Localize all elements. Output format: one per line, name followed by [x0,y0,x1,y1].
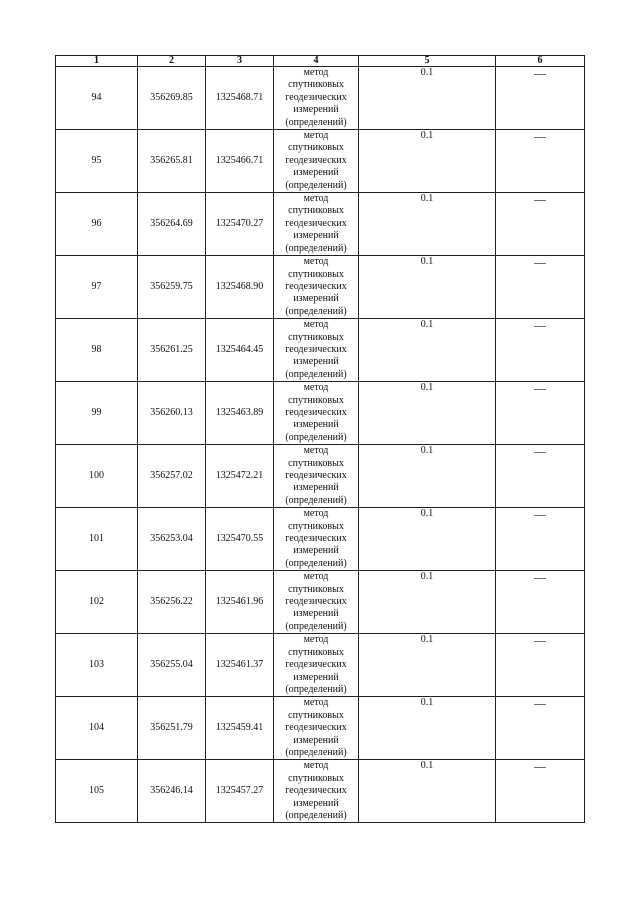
method-line: измерений [293,104,339,116]
method-line: метод [303,382,329,394]
accuracy-value: 0.1 [420,319,434,331]
x-coordinate: 356256.22 [150,596,193,608]
description-value: — [534,129,546,144]
accuracy-cell [359,508,496,571]
description-cell [496,634,585,697]
point-number: 101 [89,533,104,545]
point-number: 102 [89,596,104,608]
column-header: 3 [206,56,274,67]
description-cell [496,445,585,508]
method-line: (определений) [285,683,347,695]
point-number-cell [56,760,138,823]
method-line: измерений [293,356,339,368]
method-line: спутниковых [288,457,344,469]
method-line: измерений [293,230,339,242]
method-line: (определений) [285,242,347,254]
x-coordinate-cell [138,319,206,382]
y-coordinate: 1325466.71 [215,154,264,166]
description-cell [496,67,585,130]
point-number: 96 [91,217,102,229]
method-line: геодезических [285,217,347,229]
y-coordinate-cell [206,130,274,193]
method-line: спутниковых [288,583,344,595]
method-line: (определений) [285,431,347,443]
accuracy-value: 0.1 [420,571,434,583]
accuracy-value: 0.1 [420,760,434,772]
x-coordinate: 356257.02 [150,470,193,481]
header-row [56,56,585,67]
method-line: спутниковых [288,268,344,280]
x-coordinate-cell [138,508,206,571]
point-number-cell [56,193,138,256]
y-coordinate: 1325470.55 [215,533,264,545]
description-cell [496,256,585,319]
x-coordinate-cell [138,256,206,319]
method-line: спутниковых [288,520,344,532]
method-line: измерений [293,167,339,179]
description-value: — [534,318,546,333]
point-number: 98 [91,343,102,355]
description-cell [496,571,585,634]
table-row [56,445,585,508]
y-coordinate-cell [206,571,274,634]
x-coordinate: 356255.04 [150,659,193,671]
method-line: метод [303,508,329,520]
accuracy-value: 0.1 [420,697,434,709]
description-value: — [534,633,546,648]
accuracy-cell [359,760,496,823]
method-line: геодезических [285,343,347,355]
method-line: геодезических [285,470,347,481]
table-row [56,382,585,445]
table-body [56,67,585,823]
method-line: спутниковых [288,331,344,343]
y-coordinate-cell [206,445,274,508]
method-cell [274,571,359,634]
method-line: измерений [293,797,339,809]
x-coordinate: 356264.69 [150,217,193,229]
description-cell [496,382,585,445]
accuracy-cell [359,382,496,445]
point-number-cell [56,130,138,193]
x-coordinate: 356261.25 [150,343,193,355]
method-cell [274,319,359,382]
method-line: геодезических [285,785,347,797]
y-coordinate-cell [206,760,274,823]
description-value: — [534,66,546,80]
coordinates-table [55,55,585,823]
method-line: измерений [293,608,339,620]
method-line: спутниковых [288,772,344,784]
table-row [56,67,585,130]
table-row [56,193,585,256]
y-coordinate-cell [206,193,274,256]
column-header: 1 [56,56,138,67]
method-line: метод [303,256,329,268]
point-number-cell [56,382,138,445]
description-value: — [534,570,546,585]
y-coordinate: 1325459.41 [215,722,264,734]
y-coordinate-cell [206,634,274,697]
point-number-cell [56,445,138,508]
table-row [56,760,585,823]
method-line: метод [303,634,329,646]
description-cell [496,130,585,193]
accuracy-cell [359,445,496,508]
x-coordinate: 356246.14 [150,785,193,797]
accuracy-value: 0.1 [420,634,434,646]
method-line: (определений) [285,809,347,821]
accuracy-value: 0.1 [420,67,434,78]
point-number-cell [56,67,138,130]
y-coordinate-cell [206,508,274,571]
method-line: (определений) [285,116,347,128]
y-coordinate: 1325457.27 [215,785,264,797]
point-number: 99 [91,406,102,418]
accuracy-cell [359,319,496,382]
column-header: 2 [138,56,206,67]
accuracy-value: 0.1 [420,256,434,268]
description-value: — [534,255,546,270]
point-number: 104 [89,722,104,734]
point-number-cell [56,508,138,571]
accuracy-value: 0.1 [420,445,434,457]
method-line: геодезических [285,280,347,292]
x-coordinate-cell [138,760,206,823]
method-line: геодезических [285,596,347,608]
point-number-cell [56,571,138,634]
method-cell [274,760,359,823]
method-line: метод [303,193,329,205]
method-cell [274,508,359,571]
table-row [56,319,585,382]
x-coordinate-cell [138,634,206,697]
point-number: 103 [89,659,104,671]
method-line: (определений) [285,179,347,191]
accuracy-cell [359,67,496,130]
method-line: (определений) [285,368,347,380]
x-coordinate-cell [138,697,206,760]
y-coordinate: 1325472.21 [215,470,264,481]
method-line: метод [303,445,329,457]
method-line: измерений [293,482,339,494]
method-line: метод [303,697,329,709]
method-line: геодезических [285,533,347,545]
accuracy-cell [359,697,496,760]
x-coordinate: 356265.81 [150,154,193,166]
method-line: геодезических [285,154,347,166]
method-line: (определений) [285,305,347,317]
description-cell [496,319,585,382]
method-cell [274,634,359,697]
method-line: метод [303,571,329,583]
point-number-cell [56,256,138,319]
point-number: 95 [91,154,102,166]
column-header: 6 [496,56,585,67]
point-number-cell [56,697,138,760]
column-header: 5 [359,56,496,67]
point-number-cell [56,319,138,382]
table-row [56,634,585,697]
method-line: спутниковых [288,79,344,91]
y-coordinate: 1325468.90 [215,280,264,292]
table-row [56,571,585,634]
method-line: измерений [293,734,339,746]
description-value: — [534,507,546,522]
y-coordinate: 1325468.71 [215,91,264,103]
description-value: — [534,696,546,711]
point-number: 100 [89,470,104,481]
y-coordinate: 1325464.45 [215,343,264,355]
method-line: измерений [293,419,339,431]
column-header: 4 [274,56,359,67]
x-coordinate: 356251.79 [150,722,193,734]
y-coordinate-cell [206,697,274,760]
y-coordinate-cell [206,382,274,445]
y-coordinate-cell [206,67,274,130]
accuracy-value: 0.1 [420,130,434,142]
x-coordinate-cell [138,571,206,634]
method-line: геодезических [285,659,347,671]
accuracy-value: 0.1 [420,193,434,205]
method-line: спутниковых [288,394,344,406]
x-coordinate: 356269.85 [150,91,193,103]
method-line: метод [303,67,329,78]
description-cell [496,508,585,571]
point-number: 94 [91,91,102,103]
x-coordinate: 356260.13 [150,406,193,418]
y-coordinate: 1325461.96 [215,596,264,608]
point-number: 105 [89,785,104,797]
method-line: (определений) [285,746,347,758]
method-line: спутниковых [288,709,344,721]
x-coordinate-cell [138,67,206,130]
description-value: — [534,381,546,396]
description-cell [496,697,585,760]
y-coordinate: 1325463.89 [215,406,264,418]
method-cell [274,445,359,508]
table-row [56,508,585,571]
x-coordinate-cell [138,445,206,508]
method-line: (определений) [285,557,347,569]
method-line: (определений) [285,620,347,632]
description-value: — [534,192,546,207]
table-row [56,256,585,319]
method-cell [274,256,359,319]
description-cell [496,193,585,256]
x-coordinate-cell [138,193,206,256]
accuracy-value: 0.1 [420,382,434,394]
table-header [56,56,585,67]
x-coordinate-cell [138,382,206,445]
x-coordinate: 356253.04 [150,533,193,545]
method-line: геодезических [285,406,347,418]
accuracy-cell [359,634,496,697]
x-coordinate-cell [138,130,206,193]
description-value: — [534,759,546,774]
table-row [56,697,585,760]
method-line: измерений [293,545,339,557]
method-line: измерений [293,671,339,683]
y-coordinate-cell [206,319,274,382]
accuracy-cell [359,193,496,256]
method-line: геодезических [285,91,347,103]
method-line: спутниковых [288,646,344,658]
accuracy-cell [359,130,496,193]
method-line: метод [303,319,329,331]
method-cell [274,193,359,256]
method-cell [274,697,359,760]
point-number: 97 [91,280,102,292]
y-coordinate: 1325470.27 [215,217,264,229]
method-line: метод [303,760,329,772]
accuracy-cell [359,256,496,319]
accuracy-value: 0.1 [420,508,434,520]
table-row [56,130,585,193]
method-cell [274,130,359,193]
method-line: метод [303,130,329,142]
y-coordinate: 1325461.37 [215,659,264,671]
x-coordinate: 356259.75 [150,280,193,292]
method-cell [274,382,359,445]
method-line: (определений) [285,494,347,506]
method-line: измерений [293,293,339,305]
description-cell [496,760,585,823]
method-line: спутниковых [288,205,344,217]
description-value: — [534,444,546,459]
method-line: спутниковых [288,142,344,154]
accuracy-cell [359,571,496,634]
method-cell [274,67,359,130]
y-coordinate-cell [206,256,274,319]
method-line: геодезических [285,722,347,734]
point-number-cell [56,634,138,697]
